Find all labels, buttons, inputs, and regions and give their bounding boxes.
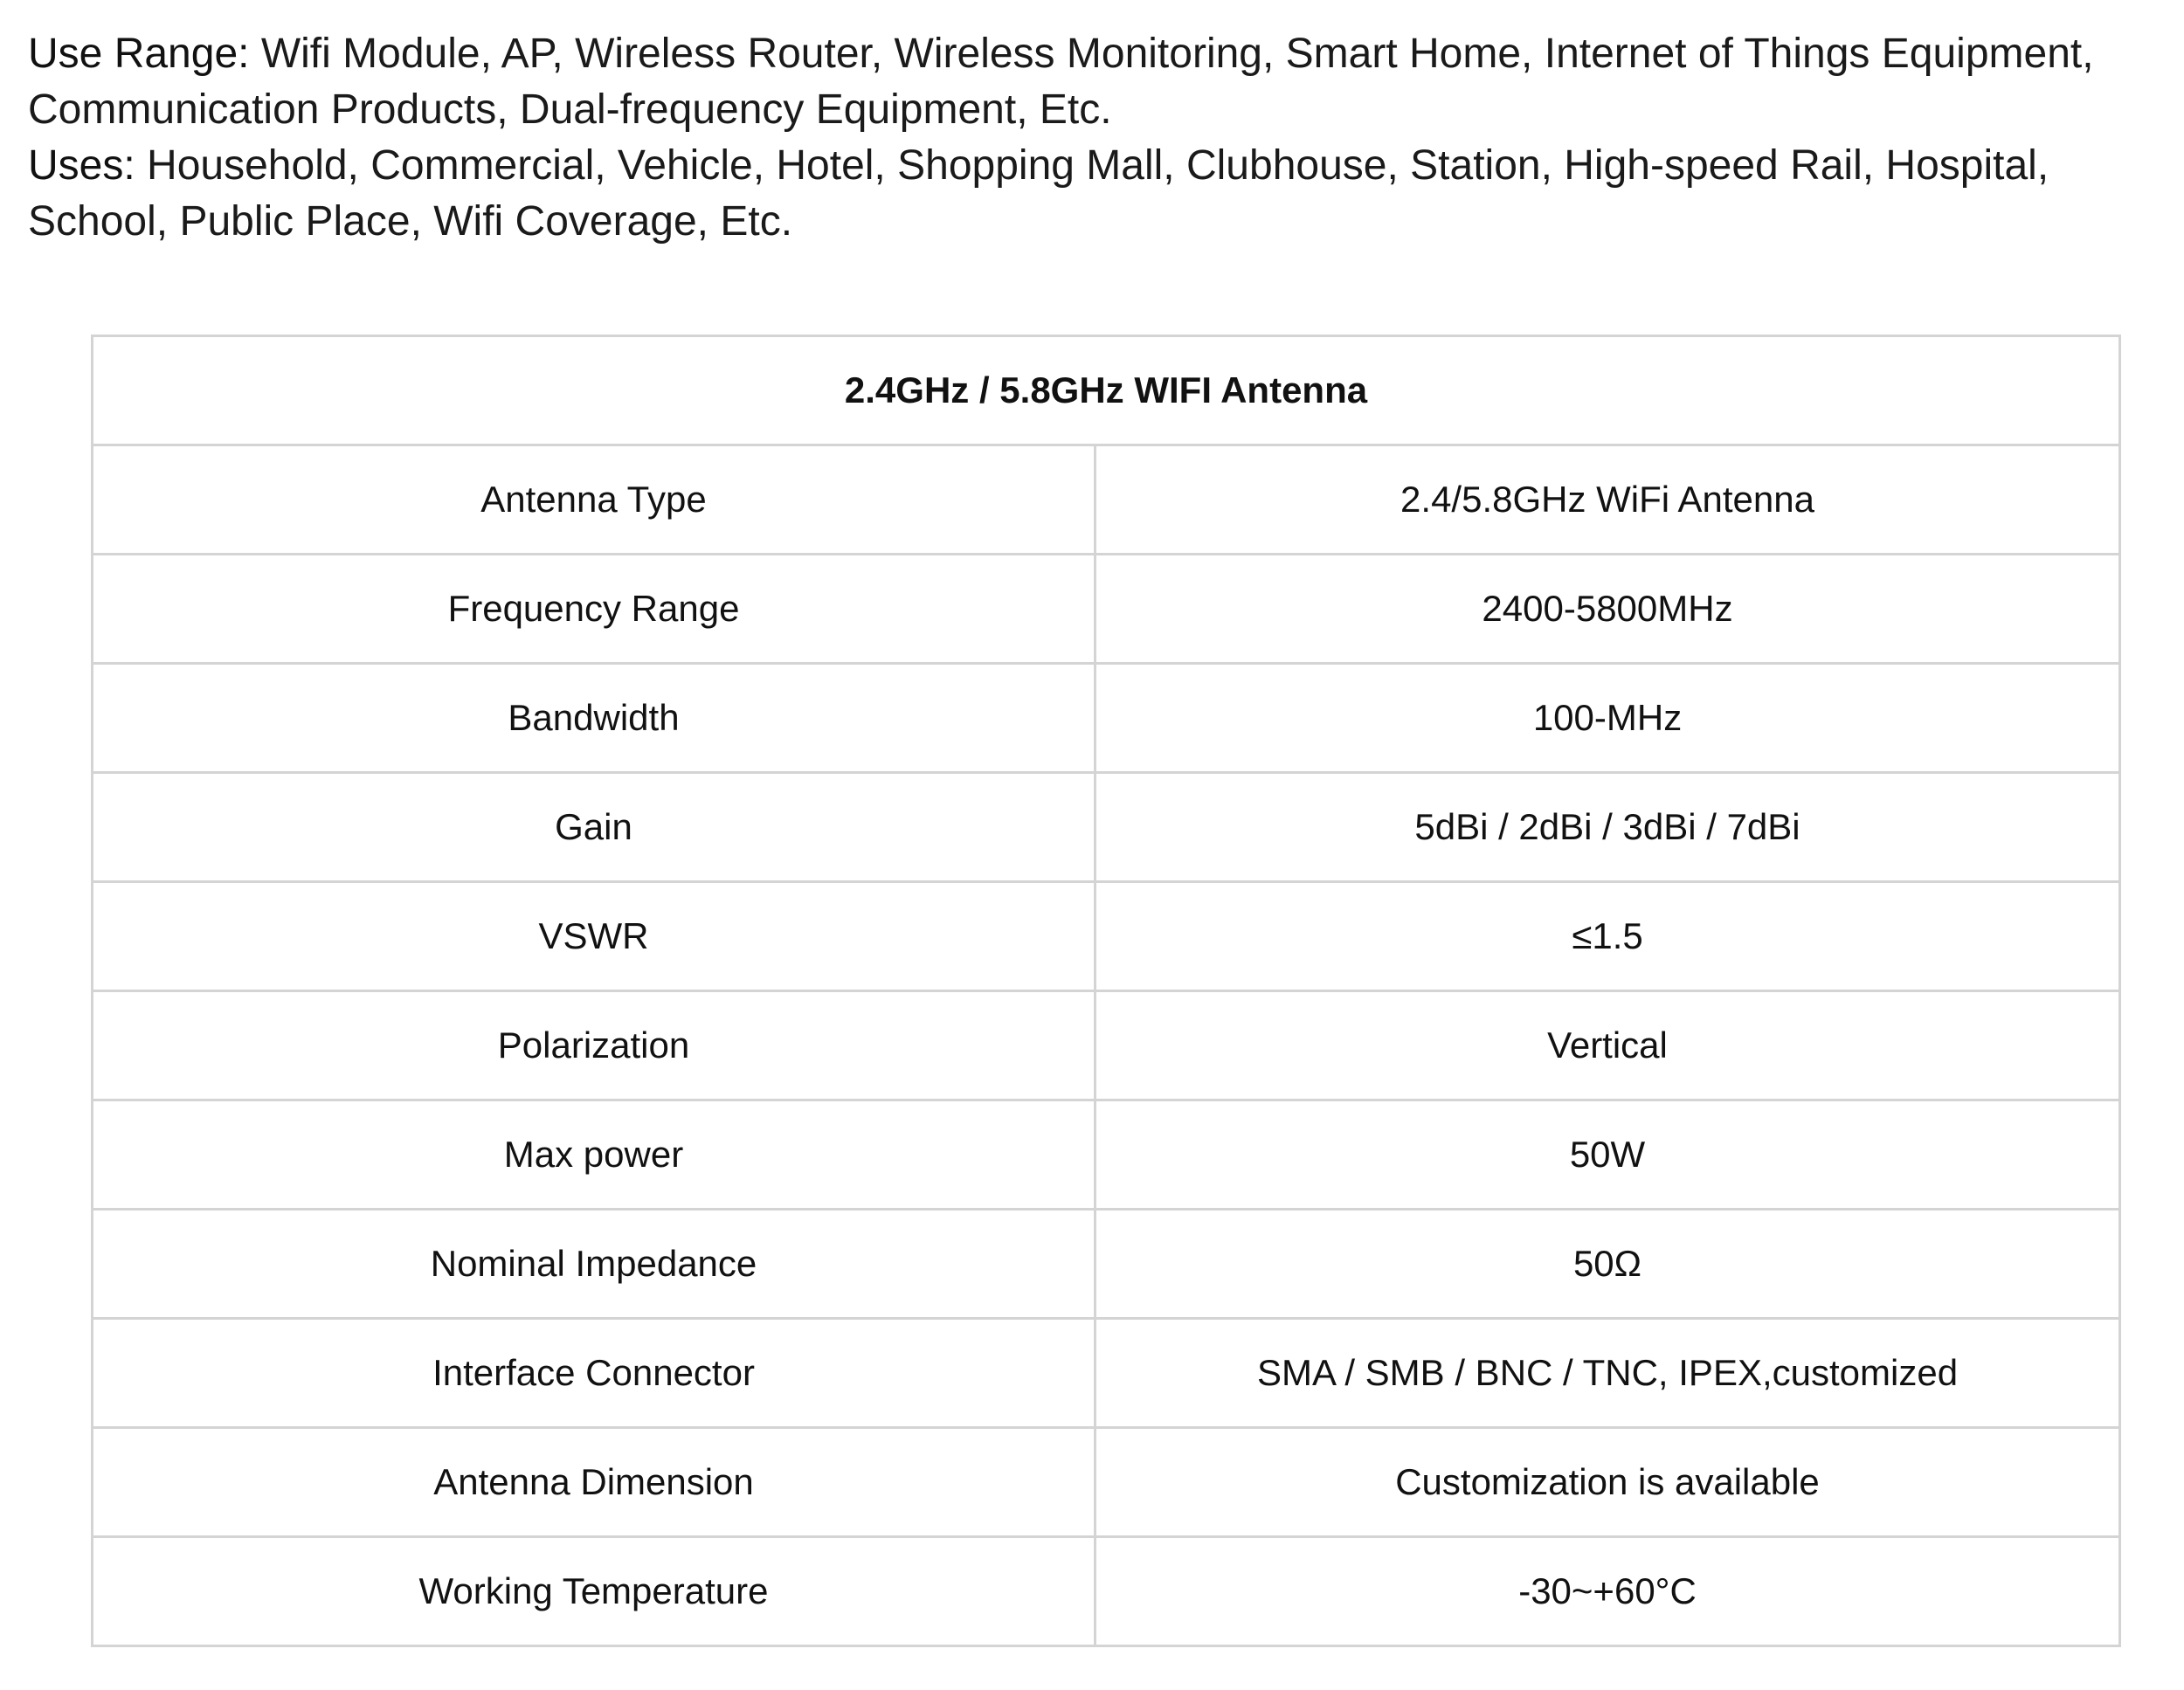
spec-value: ≤1.5 <box>1095 882 2120 991</box>
spec-value: 100-MHz <box>1095 664 2120 773</box>
table-title-row <box>93 336 2120 445</box>
table-row <box>93 445 2120 555</box>
spec-name: Frequency Range <box>93 555 1095 664</box>
spec-value: SMA / SMB / BNC / TNC, IPEX,customized <box>1095 1319 2120 1428</box>
spec-name: Max power <box>93 1100 1095 1210</box>
table-row <box>93 882 2120 991</box>
table-row <box>93 991 2120 1100</box>
spec-value: Customization is available <box>1095 1428 2120 1537</box>
table-row <box>93 555 2120 664</box>
table-row <box>93 1210 2120 1319</box>
spec-value: 2400-5800MHz <box>1095 555 2120 664</box>
intro-text <box>28 26 2160 250</box>
spec-value: 50Ω <box>1095 1210 2120 1319</box>
uses-text: Household, Commercial, Vehicle, Hotel, Shopping Mall, Clubhouse, Station, High-speed Rail, Hospital, School, Public Place, Wifi Coverage, Etc. <box>28 142 2049 245</box>
spec-name: Antenna Type <box>93 445 1095 555</box>
table-row <box>93 1100 2120 1210</box>
uses-label: Uses: <box>28 142 135 189</box>
spec-value: 2.4/5.8GHz WiFi Antenna <box>1095 445 2120 555</box>
spec-name: Antenna Dimension <box>93 1428 1095 1537</box>
use-range-paragraph <box>28 26 2160 138</box>
spec-name: Bandwidth <box>93 664 1095 773</box>
use-range-text: Wifi Module, AP, Wireless Router, Wireless Monitoring, Smart Home, Internet of Things Equipment, Communication Products, Dual-frequency Equipment, Etc. <box>28 31 2094 133</box>
spec-name: VSWR <box>93 882 1095 991</box>
spec-value: 5dBi / 2dBi / 3dBi / 7dBi <box>1095 773 2120 882</box>
spec-name: Nominal Impedance <box>93 1210 1095 1319</box>
table-row <box>93 664 2120 773</box>
spec-value: -30~+60°C <box>1095 1537 2120 1646</box>
table-row <box>93 773 2120 882</box>
spec-value: 50W <box>1095 1100 2120 1210</box>
table-row <box>93 1537 2120 1646</box>
table-row <box>93 1428 2120 1537</box>
spec-name: Polarization <box>93 991 1095 1100</box>
uses-paragraph <box>28 138 2160 250</box>
spec-name: Gain <box>93 773 1095 882</box>
table-row <box>93 1319 2120 1428</box>
spec-name: Interface Connector <box>93 1319 1095 1428</box>
spec-name: Working Temperature <box>93 1537 1095 1646</box>
use-range-label: Use Range: <box>28 31 250 77</box>
spec-value: Vertical <box>1095 991 2120 1100</box>
table-title: 2.4GHz / 5.8GHz WIFI Antenna <box>93 336 2120 445</box>
spec-table <box>91 335 2121 1647</box>
